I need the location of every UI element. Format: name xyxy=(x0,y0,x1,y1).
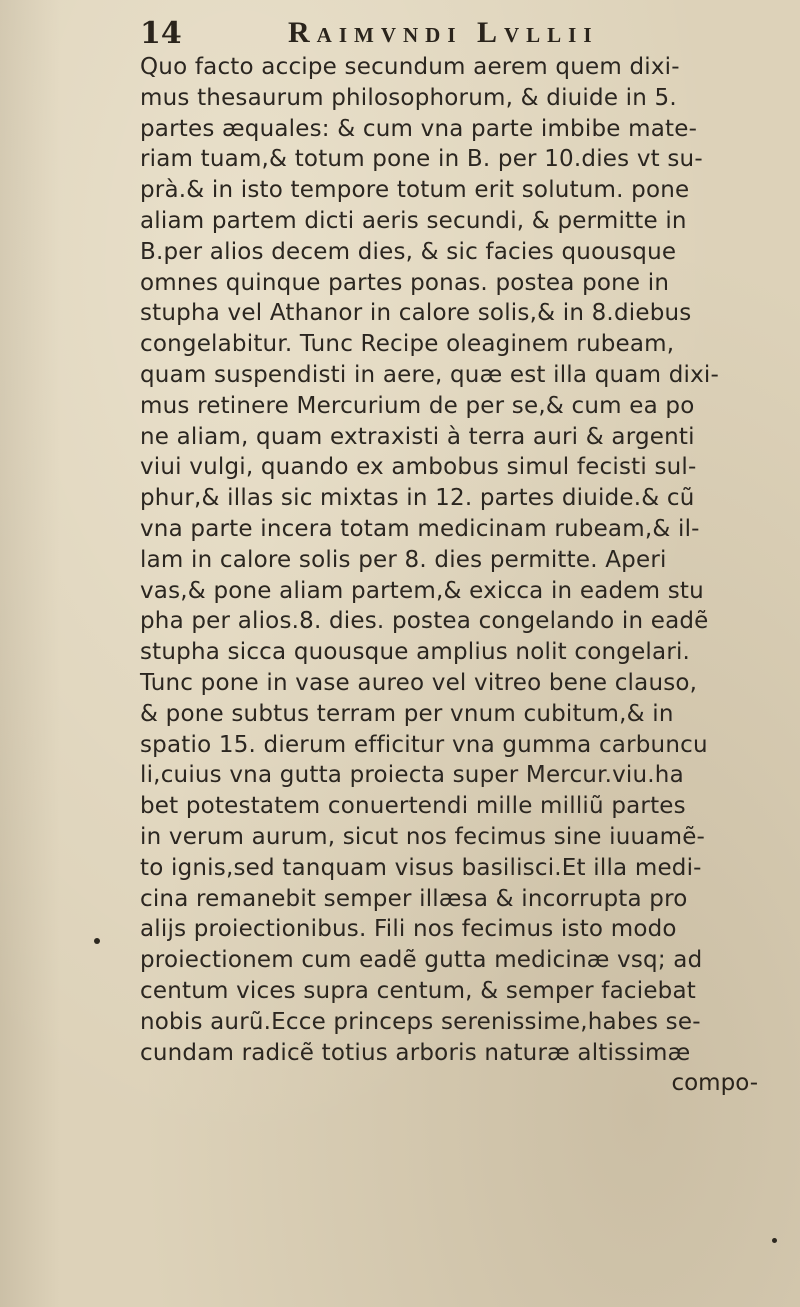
catchword: compo- xyxy=(671,1070,758,1097)
text-line: phur,& illas sic mixtas in 12. partes diuide.& cũ xyxy=(140,485,695,512)
text-line: prà.& in isto tempore totum erit solutum. pone xyxy=(140,177,690,204)
text-line: cundam radicẽ totius arboris naturæ altissimæ xyxy=(140,1039,691,1066)
text-line: omnes quinque partes ponas. postea pone in xyxy=(140,269,670,296)
text-line: quam suspendisti in aere, quæ est illa quam dixi- xyxy=(140,361,719,388)
text-line: ne aliam, quam extraxisti à terra auri & argenti xyxy=(140,423,695,450)
text-line: & pone subtus terram per vnum cubitum,& in xyxy=(140,700,674,727)
text-line: stupha sicca quousque amplius nolit congelari. xyxy=(140,639,691,666)
text-line: stupha vel Athanor in calore solis,& in 8.diebus xyxy=(140,300,692,327)
text-line: pha per alios.8. dies. postea congelando in eadẽ xyxy=(140,608,709,635)
text-line: congelabitur. Tunc Recipe oleaginem rubeam, xyxy=(140,331,675,358)
text-line: proiectionem cum eadẽ gutta medicinæ vsq; ad xyxy=(140,947,703,974)
text-line: bet potestatem conuertendi mille milliũ partes xyxy=(140,793,686,820)
text-line: cina remanebit semper illæsa & incorrupta pro xyxy=(140,885,688,912)
text-line: alijs proiectionibus. Fili nos fecimus isto modo xyxy=(140,916,677,943)
text-line: aliam partem dicti aeris secundi, & permitte in xyxy=(140,207,687,234)
body-text xyxy=(140,52,780,1099)
text-line: Quo facto accipe secundum aerem quem dixi- xyxy=(140,54,680,80)
page-number: 14 xyxy=(140,16,182,51)
text-line: to ignis,sed tanquam visus basilisci.Et illa medi- xyxy=(140,854,702,881)
text-line: vna parte incera totam medicinam rubeam,& il- xyxy=(140,515,700,542)
text-line: nobis aurũ.Ecce princeps serenissime,habes se- xyxy=(140,1008,701,1035)
text-line: Tunc pone in vase aureo vel vitreo bene clauso, xyxy=(140,669,698,696)
text-line: in verum aurum, sicut nos fecimus sine iuuamẽ- xyxy=(140,823,706,850)
ink-blot xyxy=(772,1238,777,1243)
text-line: viui vulgi, quando ex ambobus simul fecisti sul- xyxy=(140,454,697,481)
running-head: Raimvndi Lvllii xyxy=(288,16,599,49)
ink-blot xyxy=(94,938,100,944)
text-line: li,cuius vna gutta proiecta super Mercur.viu.ha xyxy=(140,762,684,789)
text-line: centum vices supra centum, & semper faciebat xyxy=(140,977,696,1004)
text-line: mus retinere Mercurium de per se,& cum ea po xyxy=(140,392,695,419)
text-line: vas,& pone aliam partem,& exicca in eadem stu xyxy=(140,577,704,604)
text-line: B.per alios decem dies, & sic facies quousque xyxy=(140,238,677,265)
text-line: lam in calore solis per 8. dies permitte. Aperi xyxy=(140,546,667,573)
text-line: riam tuam,& totum pone in B. per 10.dies vt su- xyxy=(140,146,703,173)
text-line: partes æquales: & cum vna parte imbibe mate- xyxy=(140,115,698,142)
text-line: spatio 15. dierum efficitur vna gumma carbuncu xyxy=(140,731,708,758)
text-line: mus thesaurum philosophorum, & diuide in 5. xyxy=(140,84,677,111)
